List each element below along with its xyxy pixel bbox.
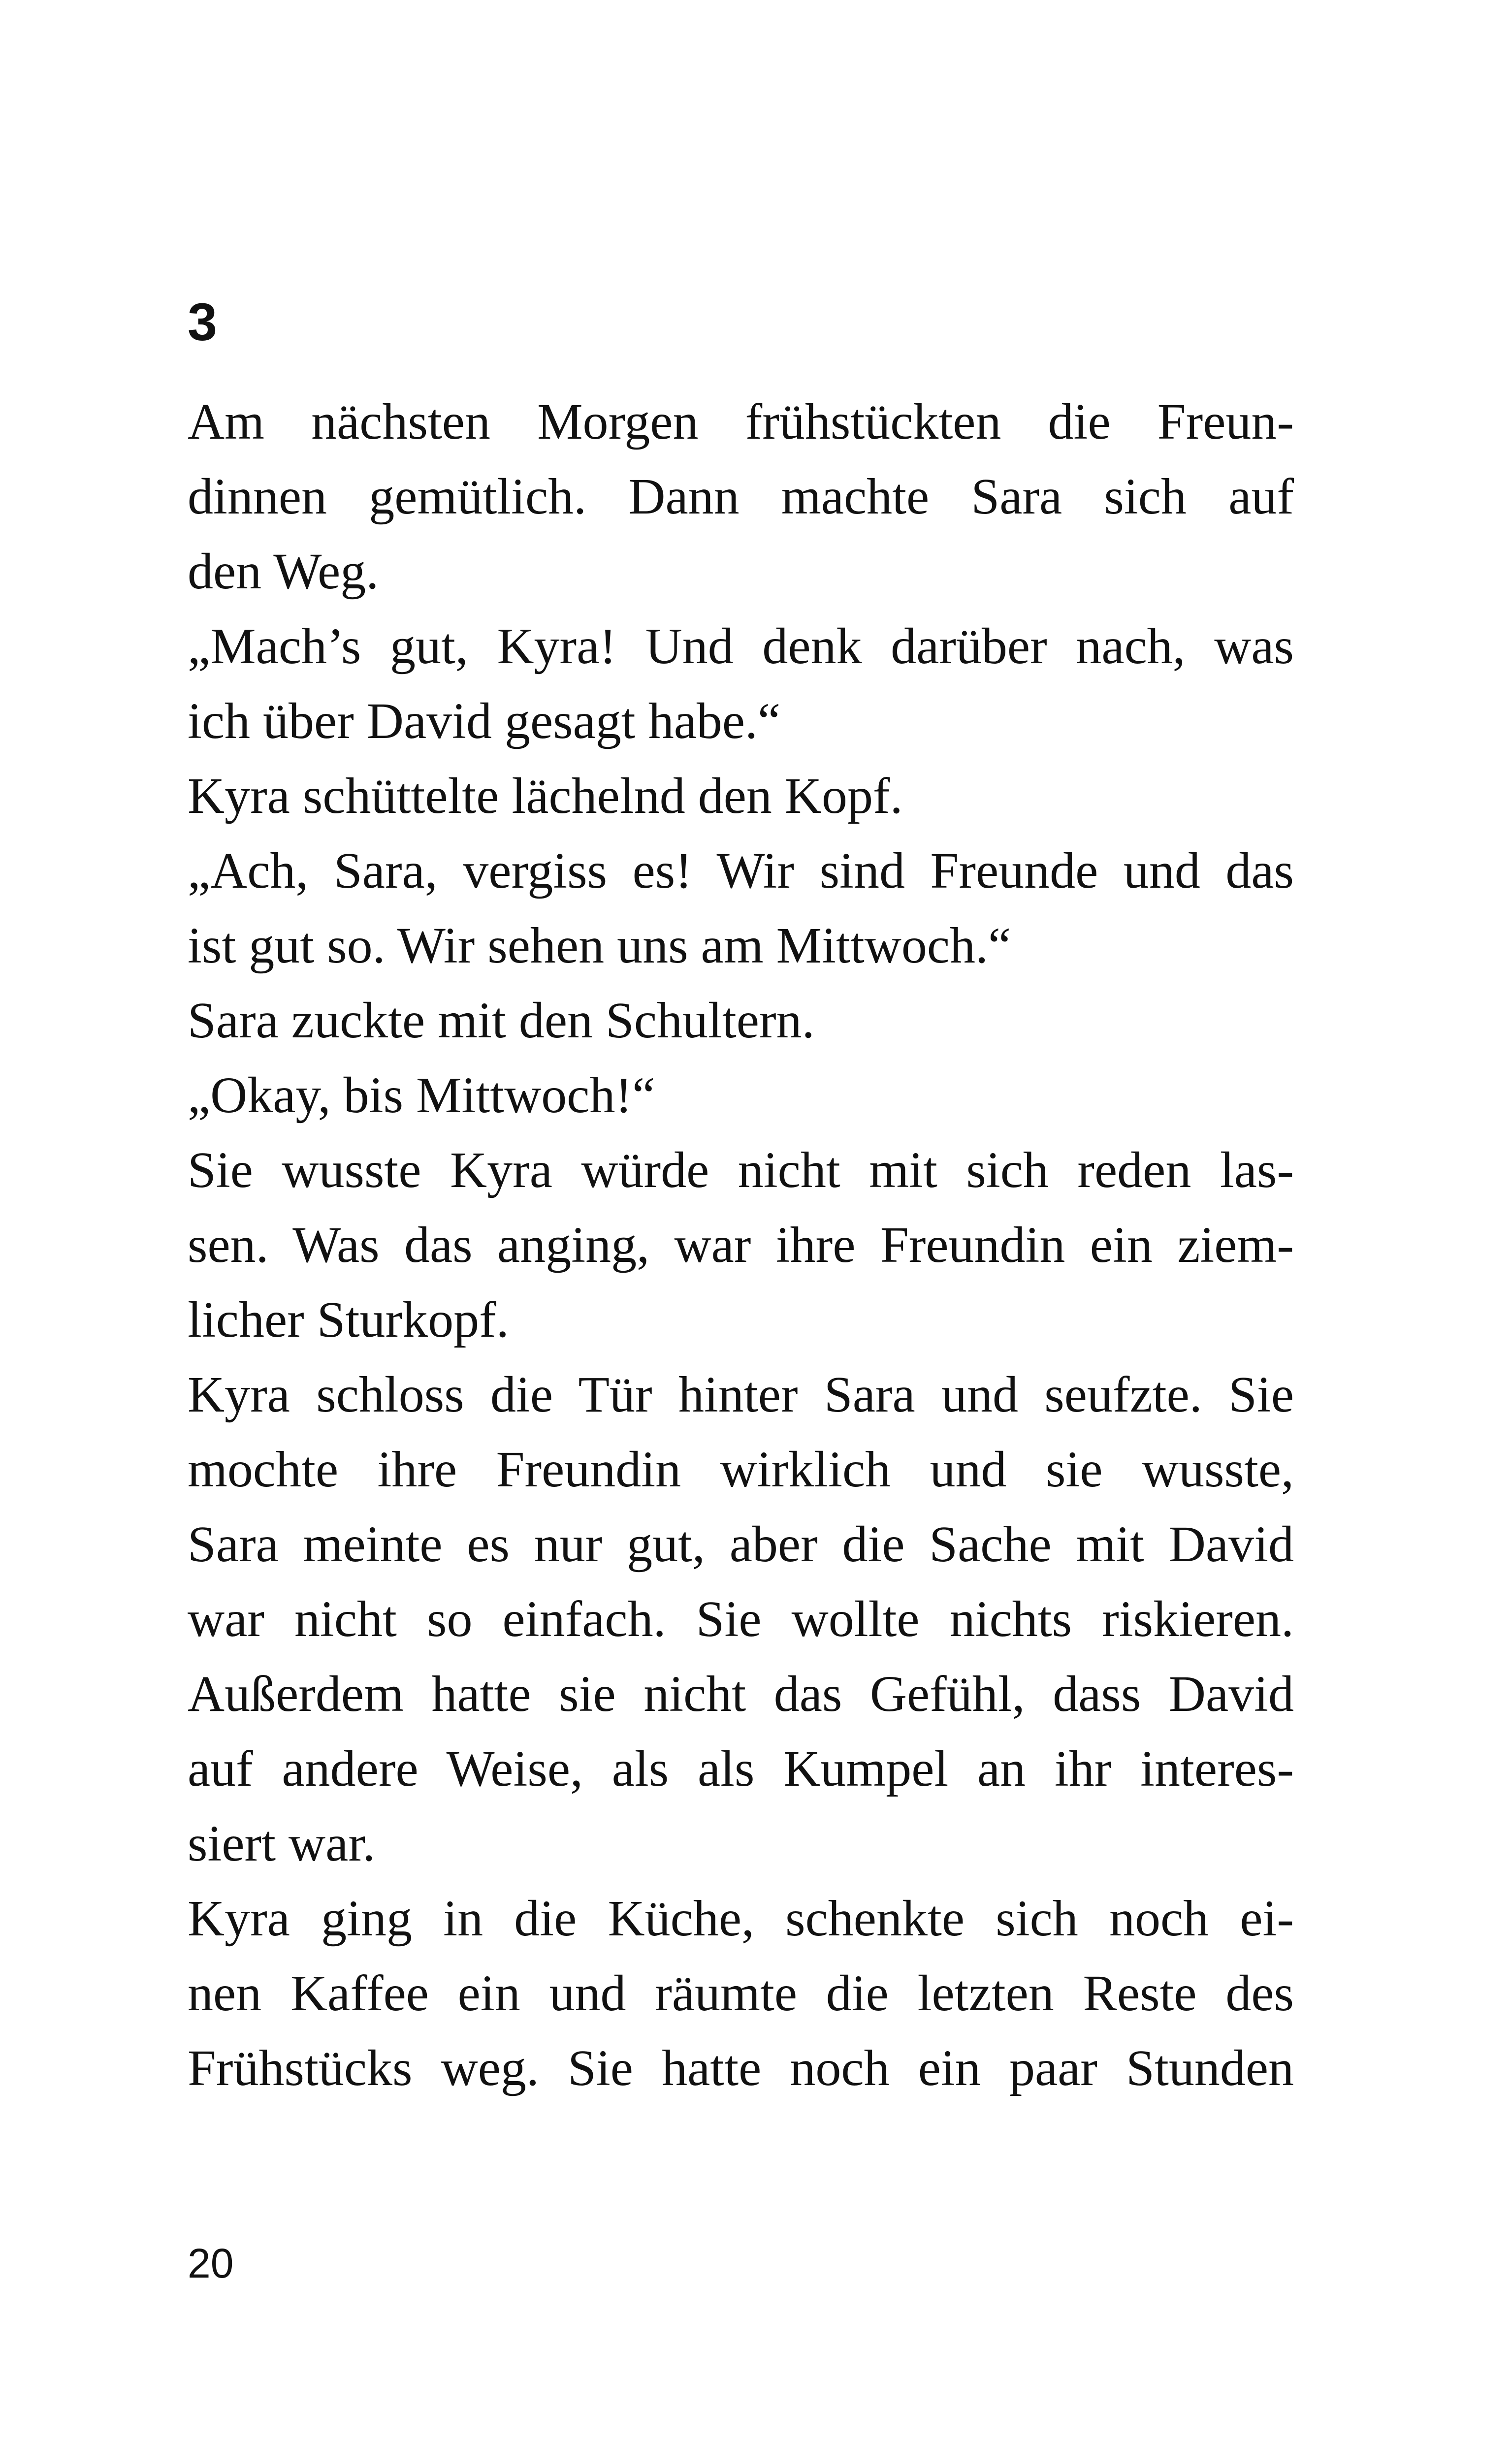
text-line: Kyra ging in die Küche, schenkte sich noch ei-: [188, 1890, 1294, 1947]
text-line: den Weg.: [188, 543, 379, 600]
text-line: war nicht so einfach. Sie wollte nichts riskieren.: [188, 1591, 1294, 1647]
text-line: Kyra schloss die Tür hinter Sara und seufzte. Sie: [188, 1366, 1294, 1423]
text-line: Am nächsten Morgen frühstückten die Freun-: [188, 393, 1294, 450]
text-line: licher Sturkopf.: [188, 1291, 509, 1348]
text-line: „Okay, bis Mittwoch!“: [188, 1067, 655, 1124]
text-line: „Ach, Sara, vergiss es! Wir sind Freunde und das: [188, 842, 1294, 899]
text-line: Sara meinte es nur gut, aber die Sache mit David: [188, 1516, 1294, 1573]
text-line: Sara zuckte mit den Schultern.: [188, 992, 815, 1049]
body-text: [188, 385, 1294, 2106]
text-line: Kyra schüttelte lächelnd den Kopf.: [188, 768, 903, 824]
text-line: nen Kaffee ein und räumte die letzten Reste des: [188, 1965, 1294, 2022]
text-line: Frühstücks weg. Sie hatte noch ein paar Stunden: [188, 2040, 1294, 2096]
text-line: sen. Was das anging, war ihre Freundin ein ziem-: [188, 1217, 1294, 1273]
text-line: dinnen gemütlich. Dann machte Sara sich auf: [188, 468, 1294, 525]
text-line: „Mach’s gut, Kyra! Und denk darüber nach, was: [188, 618, 1294, 675]
text-line: ich über David gesagt habe.“: [188, 693, 781, 749]
text-line: siert war.: [188, 1815, 376, 1872]
text-line: Außerdem hatte sie nicht das Gefühl, dass David: [188, 1666, 1294, 1722]
text-line: mochte ihre Freundin wirklich und sie wusste,: [188, 1441, 1294, 1498]
page-number: 20: [188, 2240, 234, 2286]
text-line: Sie wusste Kyra würde nicht mit sich reden las-: [188, 1142, 1294, 1198]
text-line: ist gut so. Wir sehen uns am Mittwoch.“: [188, 917, 1011, 974]
chapter-number: 3: [188, 292, 218, 352]
text-line: auf andere Weise, als als Kumpel an ihr interes-: [188, 1740, 1294, 1797]
